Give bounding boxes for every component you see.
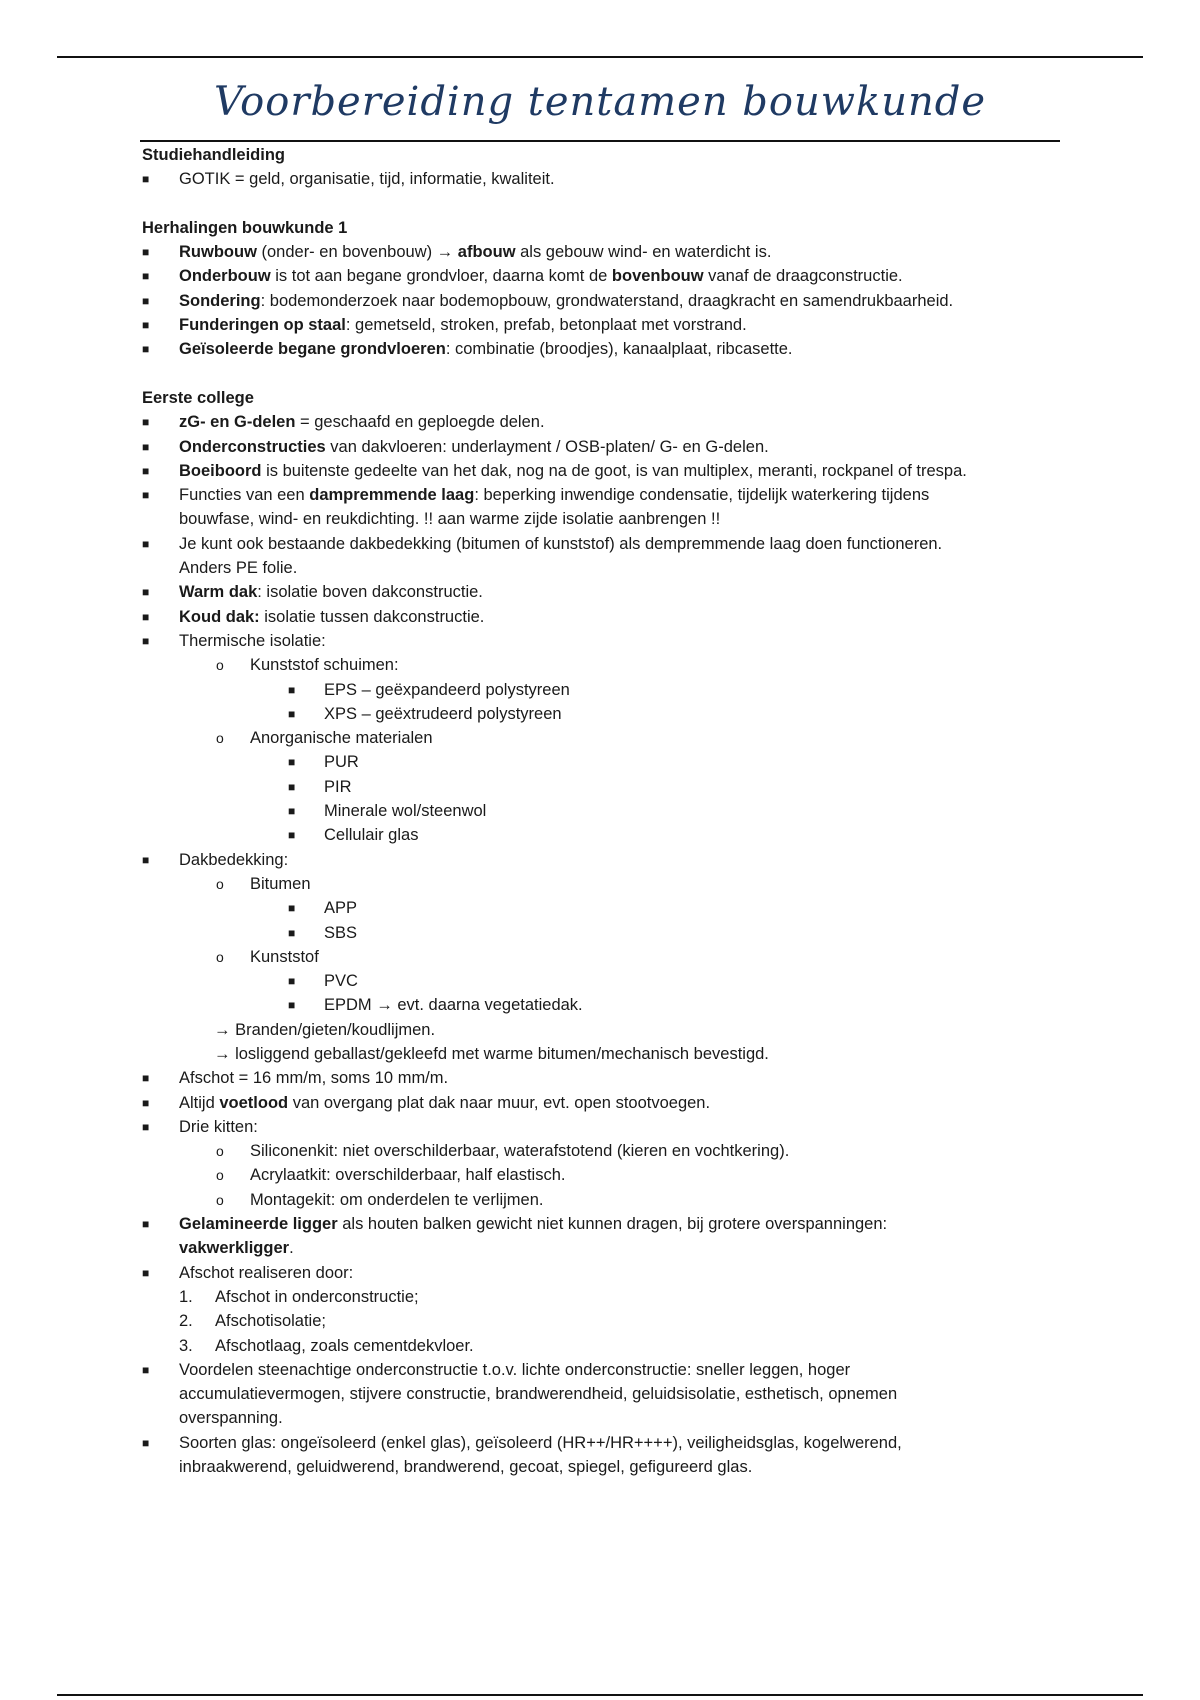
title-rule	[140, 140, 1060, 142]
bullet-square-icon: ■	[288, 779, 296, 794]
numbered-item: 1. Afschot in onderconstructie;	[179, 1287, 419, 1306]
sub-sub-item: ■ EPS – geëxpandeerd polystyreen	[142, 678, 1062, 702]
list-item-continuation: overspanning.	[179, 1409, 283, 1428]
sub-item: o Siliconenkit: niet overschilderbaar, waterafstotend (kieren en vochtkering).	[142, 1139, 1062, 1163]
list-item: ■ Dakbedekking:	[142, 848, 1062, 872]
list-item: ■ Warm dak: isolatie boven dakconstructie.	[142, 580, 1062, 604]
bullet-square-icon: ■	[142, 342, 150, 357]
bullet-square-icon: ■	[142, 609, 150, 624]
bullet-square-icon: ■	[288, 974, 296, 989]
numbered-item: 3. Afschotlaag, zoals cementdekvloer.	[179, 1336, 474, 1355]
sub-item: o Kunststof schuimen:	[142, 653, 1062, 677]
page-title: Voorbereiding tentamen bouwkunde	[213, 79, 987, 125]
bullet-square-icon: ■	[288, 925, 296, 940]
bullet-square-icon: ■	[142, 1362, 150, 1377]
list-item: ■ Afschot = 16 mm/m, soms 10 mm/m.	[142, 1066, 1062, 1090]
sub-item: o Bitumen	[142, 872, 1062, 896]
list-item: ■ Sondering: bodemonderzoek naar bodemopbouw, grondwaterstand, draagkracht en samendrukbaarheid.	[142, 289, 1062, 313]
bullet-square-icon: ■	[288, 998, 296, 1013]
sub-sub-item: ■ Cellulair glas	[142, 823, 1062, 847]
document-body	[142, 143, 1062, 1479]
bullet-square-icon: ■	[288, 828, 296, 843]
list-item-continuation: vakwerkligger.	[179, 1239, 294, 1258]
bullet-square-icon: ■	[288, 901, 296, 916]
list-item: ■ GOTIK = geld, organisatie, tijd, informatie, kwaliteit.	[142, 167, 1062, 191]
bullet-square-icon: ■	[142, 1119, 150, 1134]
list-item: ■ Boeiboord is buitenste gedeelte van het dak, nog na de goot, is van multiplex, meranti, rockpanel of trespa.	[142, 459, 1062, 483]
arrow-note: → Branden/gieten/koudlijmen.	[214, 1020, 436, 1039]
bullet-square-icon: ■	[142, 415, 150, 430]
heading-eerste-college: Eerste college	[142, 388, 254, 407]
bullet-square-icon: ■	[288, 682, 296, 697]
list-item: ■ Afschot realiseren door:	[142, 1261, 1062, 1285]
bullet-square-icon: ■	[142, 245, 150, 260]
heading-studiehandleiding: Studiehandleiding	[142, 146, 285, 164]
list-item-continuation: bouwfase, wind- en reukdichting. !! aan warme zijde isolatie aanbrengen !!	[179, 510, 721, 529]
bullet-square-icon: ■	[142, 488, 150, 503]
title-block	[140, 70, 1060, 144]
bullet-circle-icon: o	[216, 1143, 224, 1160]
list-item: ■ zG- en G-delen = geschaafd en geploegde delen.	[142, 410, 1062, 434]
bullet-square-icon: ■	[288, 804, 296, 819]
bullet-circle-icon: o	[216, 1167, 224, 1184]
list-item: ■ Voordelen steenachtige onderconstructie t.o.v. lichte onderconstructie: sneller leggen, hoger	[142, 1358, 1062, 1382]
list-item: ■ Drie kitten:	[142, 1115, 1062, 1139]
bullet-square-icon: ■	[142, 1095, 150, 1110]
bullet-square-icon: ■	[142, 633, 150, 648]
sub-sub-item: ■ SBS	[142, 921, 1062, 945]
bullet-circle-icon: o	[216, 730, 224, 747]
bullet-circle-icon: o	[216, 875, 224, 892]
sub-item: o Acrylaatkit: overschilderbaar, half elastisch.	[142, 1163, 1062, 1187]
sub-sub-item: ■ EPDM → evt. daarna vegetatiedak.	[142, 993, 1062, 1017]
bullet-square-icon: ■	[142, 585, 150, 600]
sub-sub-item: ■ XPS – geëxtrudeerd polystyreen	[142, 702, 1062, 726]
bullet-square-icon: ■	[142, 1217, 150, 1232]
list-item: ■ Soorten glas: ongeïsoleerd (enkel glas), geïsoleerd (HR++/HR++++), veiligheidsglas, kogelwerend,	[142, 1431, 1062, 1455]
list-item-continuation: Anders PE folie.	[179, 559, 298, 578]
sub-sub-item: ■ PUR	[142, 750, 1062, 774]
sub-item: o Kunststof	[142, 945, 1062, 969]
list-item: ■ Funderingen op staal: gemetseld, stroken, prefab, betonplaat met vorstrand.	[142, 313, 1062, 337]
sub-sub-item: ■ Minerale wol/steenwol	[142, 799, 1062, 823]
bullet-square-icon: ■	[142, 1071, 150, 1086]
bullet-square-icon: ■	[288, 755, 296, 770]
list-item: ■ Geïsoleerde begane grondvloeren: combinatie (broodjes), kanaalplaat, ribcasette.	[142, 337, 1062, 361]
list-item: ■ Functies van een dampremmende laag: beperking inwendige condensatie, tijdelijk waterkering tijdens	[142, 483, 1062, 507]
bullet-square-icon: ■	[142, 269, 150, 284]
arrow-note: → losliggend geballast/gekleefd met warme bitumen/mechanisch bevestigd.	[214, 1044, 769, 1063]
list-item: ■ Altijd voetlood van overgang plat dak naar muur, evt. open stootvoegen.	[142, 1091, 1062, 1115]
list-item: ■ Koud dak: isolatie tussen dakconstructie.	[142, 605, 1062, 629]
sub-item: o Montagekit: om onderdelen te verlijmen.	[142, 1188, 1062, 1212]
list-item-continuation: accumulatievermogen, stijvere constructie, brandwerendheid, geluidsisolatie, esthetisch, opnemen	[179, 1385, 898, 1404]
list-item-continuation: inbraakwerend, geluidwerend, brandwerend, gecoat, spiegel, gefigureerd glas.	[179, 1458, 753, 1477]
bullet-square-icon: ■	[142, 1265, 150, 1280]
bullet-square-icon: ■	[142, 536, 150, 551]
bullet-square-icon: ■	[142, 463, 150, 478]
heading-herhalingen: Herhalingen bouwkunde 1	[142, 218, 348, 237]
sub-sub-item: ■ PVC	[142, 969, 1062, 993]
list-item: ■ Onderbouw is tot aan begane grondvloer, daarna komt de bovenbouw vanaf de draagconstructie.	[142, 264, 1062, 288]
bullet-circle-icon: o	[216, 1191, 224, 1208]
list-item: ■ Gelamineerde ligger als houten balken gewicht niet kunnen dragen, bij grotere overspanningen:	[142, 1212, 1062, 1236]
bullet-square-icon: ■	[142, 172, 150, 187]
bottom-rule	[57, 1694, 1143, 1696]
bullet-square-icon: ■	[142, 1435, 150, 1450]
bullet-circle-icon: o	[216, 948, 224, 965]
numbered-item: 2. Afschotisolatie;	[179, 1312, 326, 1331]
top-rule	[57, 56, 1143, 58]
sub-sub-item: ■ PIR	[142, 775, 1062, 799]
bullet-circle-icon: o	[216, 657, 224, 674]
bullet-square-icon: ■	[142, 439, 150, 454]
bullet-square-icon: ■	[142, 318, 150, 333]
sub-item: o Anorganische materialen	[142, 726, 1062, 750]
bullet-square-icon: ■	[142, 293, 150, 308]
bullet-square-icon: ■	[288, 706, 296, 721]
list-item: ■ Onderconstructies van dakvloeren: underlayment / OSB-platen/ G- en G-delen.	[142, 435, 1062, 459]
sub-sub-item: ■ APP	[142, 896, 1062, 920]
list-item: ■ Thermische isolatie:	[142, 629, 1062, 653]
bullet-square-icon: ■	[142, 852, 150, 867]
list-item: ■ Ruwbouw (onder- en bovenbouw) → afbouw als gebouw wind- en waterdicht is.	[142, 240, 1062, 264]
list-item: ■ Je kunt ook bestaande dakbedekking (bitumen of kunststof) als dempremmende laag doen functioneren.	[142, 532, 1062, 556]
